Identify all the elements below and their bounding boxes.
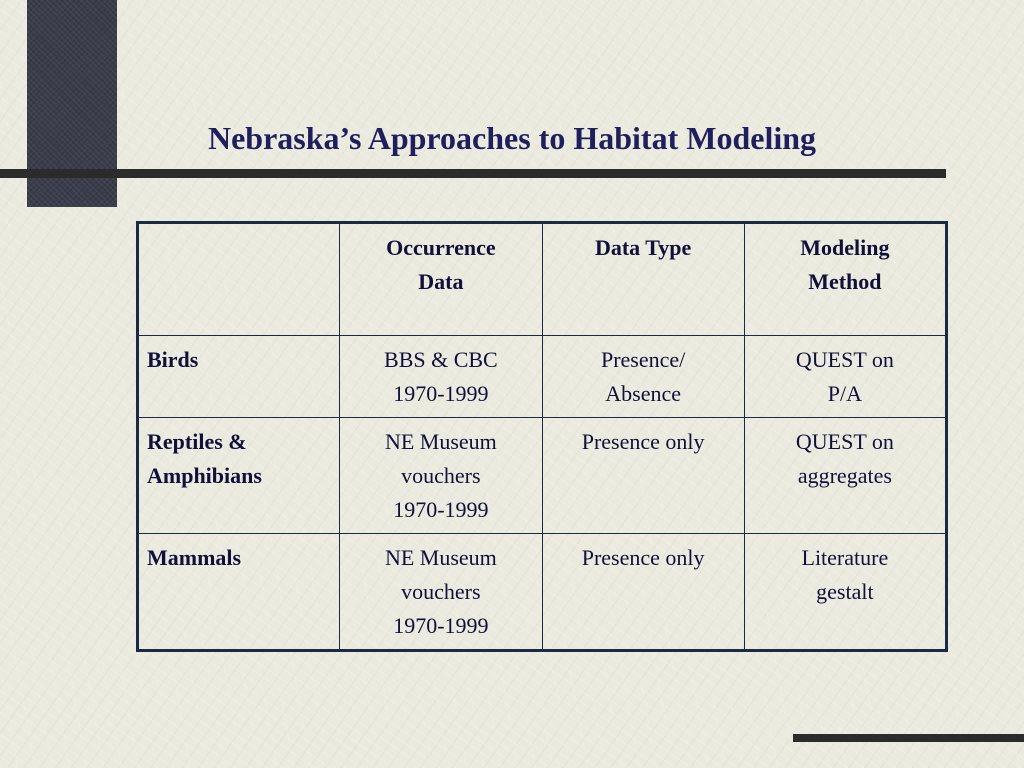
- cell-text-line: 1970-1999: [393, 613, 489, 638]
- cell-text-line: aggregates: [797, 463, 892, 488]
- row-label-birds: [138, 336, 340, 418]
- cell-text-line: 1970-1999: [393, 381, 489, 406]
- table-row-mammals: [138, 534, 947, 651]
- cell-occurrence-data: [340, 534, 542, 651]
- header-cell-modeling-method: [744, 223, 946, 336]
- cell-text-line: BBS & CBC: [384, 347, 498, 372]
- cell-data-type: [542, 418, 744, 534]
- header-cell-data-type: [542, 223, 744, 336]
- header-cell-empty: [138, 223, 340, 336]
- cell-modeling-method: [744, 534, 946, 651]
- table-row-birds: [138, 336, 947, 418]
- cell-data-type: [542, 336, 744, 418]
- header-cell-occurrence-data: [340, 223, 542, 336]
- cell-text-line: vouchers: [401, 579, 481, 604]
- cell-text-line: vouchers: [401, 463, 481, 488]
- header-text-line: Method: [808, 269, 882, 294]
- cell-modeling-method: [744, 336, 946, 418]
- cell-text-line: QUEST on: [795, 347, 894, 372]
- cell-text-line: QUEST on: [795, 429, 894, 454]
- cell-text-line: Literature: [801, 545, 889, 570]
- cell-text-line: P/A: [827, 381, 862, 406]
- cell-data-type: [542, 534, 744, 651]
- header-text-line: Data Type: [594, 235, 692, 260]
- title-rule: [0, 169, 946, 178]
- cell-occurrence-data: [340, 418, 542, 534]
- cell-text-line: Absence: [605, 381, 681, 406]
- cell-text-line: Amphibians: [147, 463, 262, 488]
- header-text-line: Occurrence: [386, 235, 496, 260]
- cell-text-line: Mammals: [147, 545, 242, 570]
- cell-text-line: NE Museum: [384, 429, 497, 454]
- habitat-modeling-table: [136, 221, 948, 652]
- cell-text-line: Birds: [147, 347, 199, 372]
- footer-rule: [793, 734, 1024, 742]
- slide-title: Nebraska’s Approaches to Habitat Modeling: [207, 120, 817, 156]
- row-label-mammals: [138, 534, 340, 651]
- table-row-reptiles-amphibians: [138, 418, 947, 534]
- cell-text-line: 1970-1999: [393, 497, 489, 522]
- cell-text-line: gestalt: [816, 579, 874, 604]
- cell-text-line: NE Museum: [384, 545, 497, 570]
- row-label-reptiles-amphibians: [138, 418, 340, 534]
- cell-occurrence-data: [340, 336, 542, 418]
- cell-text-line: Reptiles &: [147, 429, 247, 454]
- cell-text-line: Presence only: [581, 545, 705, 570]
- header-text-line: Modeling: [800, 235, 890, 260]
- cell-text-line: Presence/: [600, 347, 686, 372]
- header-text-line: Data: [418, 269, 464, 294]
- cell-modeling-method: [744, 418, 946, 534]
- cell-text-line: Presence only: [581, 429, 705, 454]
- table-header-row: [138, 223, 947, 336]
